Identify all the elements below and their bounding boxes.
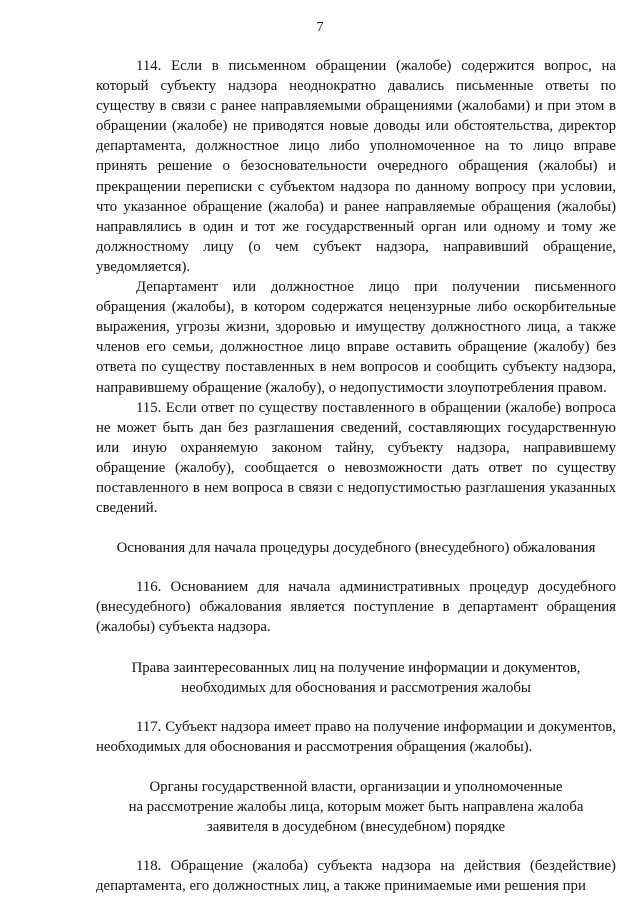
heading-line: необходимых для обоснования и рассмотрения жалобы	[181, 679, 531, 696]
heading-line: Органы государственной власти, организации и уполномоченные	[149, 778, 563, 795]
section-heading-information-rights	[96, 658, 616, 698]
paragraph-114-continuation: Департамент или должностное лицо при получении письменного обращения (жалобы), в котором содержатся нецензурные либо оскорбительные выражения, угрозы жизни, здоровью и имуществу должностного лица, а также членов его семьи, должностное лицо вправе оставить обращение (жалобу) без ответа по существу поставленных в нем вопросов и сообщить субъекту надзора, направившему обращение (жалобу), о недопустимости злоупотребления правом.	[96, 279, 616, 396]
paragraph-114: 114. Если в письменном обращении (жалобе) содержится вопрос, на который субъекту надзора неоднократно давались письменные ответы по существу в связи с ранее направляемыми обращениями (жалобами) и при этом в обращении (жалобе) не приводятся новые доводы или обстоятельства, директор департамента, должностное лицо либо уполномоченное на то лицо вправе принять решение о безосновательности очередного обращения (жалобы) и прекращении переписки с субъектом надзора по данному вопросу при условии, что указанное обращение (жалоба) и ранее направляемые обращения (жалобы) направлялись в один и тот же государственный орган или одному и тому же должностному лицу (о чем субъект надзора, направивший обращение, уведомляется).	[96, 58, 616, 275]
document-body	[96, 56, 616, 896]
heading-line: Права заинтересованных лиц на получение информации и документов,	[131, 659, 581, 676]
paragraph-116: 116. Основанием для начала административных процедур досудебного (внесудебного) обжалования является поступление в департамент обращения (жалобы) субъекта надзора.	[96, 579, 616, 636]
paragraph-115: 115. Если ответ по существу поставленного в обращении (жалобе) вопроса не может быть дан без разглашения сведений, составляющих государственную или иную охраняемую законом тайну, субъекту надзора, направившему обращение (жалобу), сообщается о невозможности дать ответ по существу поставленного в нем вопроса в связи с недопустимостью разглашения указанных сведений.	[96, 399, 616, 517]
paragraph-117: 117. Субъект надзора имеет право на получение информации и документов, необходимых для обоснования и рассмотрения обращения (жалобы).	[96, 718, 616, 755]
heading-line: на рассмотрение жалобы лица, которым может быть направлена жалоба	[128, 799, 584, 815]
section-heading-review-bodies	[96, 777, 616, 837]
section-heading-appeal-grounds: Основания для начала процедуры досудебного (внесудебного) обжалования	[116, 540, 596, 557]
paragraph-118: 118. Обращение (жалоба) субъекта надзора на действия (бездействие) департамента, его должностных лиц, а также принимаемые ими решения при	[96, 858, 616, 895]
page-number: 7	[316, 20, 324, 35]
heading-line: заявителя в досудебном (внесудебном) порядке	[206, 819, 506, 836]
